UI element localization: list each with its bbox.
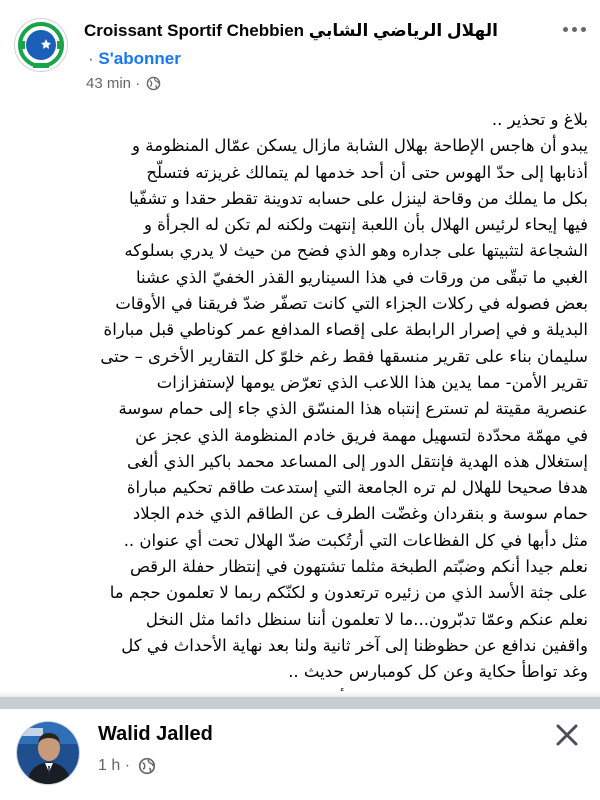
post-line: وغد تواطأ حكاية وعن كل كومبارس حديث .. xyxy=(288,662,588,682)
globe-icon xyxy=(138,757,156,775)
comment-header xyxy=(0,709,600,800)
globe-icon xyxy=(146,76,161,91)
more-options-icon[interactable] xyxy=(556,15,592,43)
subscribe-row xyxy=(88,49,181,69)
post-line: الغبي ما تبقّى من ورقات في هذا السيناريو القذر الخفيّ الذي عشنا xyxy=(135,267,588,287)
comment-avatar[interactable] xyxy=(16,721,80,785)
post-meta xyxy=(86,75,161,92)
page-avatar[interactable] xyxy=(14,18,68,72)
post-line: نعلم جيدا أنكم وضبّتم الطبخة مثلما تشتهون في إنتظار حفلة الرقص xyxy=(129,557,588,577)
post-line: بكل ما يملك من وقاحة لينزل على حسابه تدوينة تقطر حقدا و تشفّيا xyxy=(129,188,588,208)
post-line: نعلم عنكم وعمّا تدبّرون...ما لا تعلمون أننا سنظل دائما مثل النخل xyxy=(145,609,588,629)
post-line: يبدو أن هاجس الإطاحة بهلال الشابة مازال يسكن عمّال المنظومة و xyxy=(132,136,588,156)
post-header xyxy=(0,0,600,100)
post-line: بعض فصوله في ركلات الجزاء التي كانت تصفّر ضدّ فريقنا في الأوقات xyxy=(115,294,588,314)
separator-dot: · xyxy=(88,49,94,68)
post-line: الشجاعة لتثبيتها على جداره وهو الذي فضح من حيث لا يدري بسلوكه xyxy=(124,241,588,261)
post-line: البديلة و في إصرار الرابطة على إقصاء المدافع عمر كوناطي قبل مباراة xyxy=(103,320,588,340)
post-line: على جثة الأسد الذي من زئيره ترتعدون و لكنّكم ربما لا تعلمون حجم ما xyxy=(109,583,588,603)
post-line: عنصرية مقيتة لم تسترع إنتباه هذا المنسّق الذي جاء إلى حمام سوسة xyxy=(118,399,588,419)
close-icon[interactable] xyxy=(553,721,581,749)
section-divider xyxy=(0,697,600,709)
comment-author[interactable]: Walid Jalled xyxy=(98,723,213,745)
post-line: تقرير الأمن- مما يدين هذا اللاعب الذي تعرّض يومها لإستفزازات xyxy=(156,372,588,392)
post-line: بلاغ و تحذير .. xyxy=(491,110,588,129)
post-line: هدفا صحيحا للهلال لم تره الجامعة التي إستدعت طاقم تحكيم مباراة xyxy=(126,478,588,498)
post-line: فيها إيحاء لرئيس الهلال بأن اللعبة إنتهت ولكنه لم تكن له الجرأة و xyxy=(143,215,588,235)
post-line: سليمان بناء على تقرير منسقها فقط رغم خلوّ كل التقارير الأخرى – حتى xyxy=(100,346,588,366)
post-line: حمام سوسة و بنقردان وغضّت الطرف عن الطاقم الذي خدم الجلاد xyxy=(132,504,588,524)
post-line: واقفين ندافع عن حظوظنا إلى آخر ثانية ولنا بعد نهاية الأحداث في كل xyxy=(121,635,588,655)
more-dot xyxy=(572,27,577,32)
person-photo xyxy=(17,722,79,784)
post-line: إستغلال هذه الهدية فإنتقل الدور إلى المساعد محمد باكير الذي ألغى xyxy=(126,451,588,471)
post-line: أذنابها إلى حدّ الهوس حتى أن أحد خدمها لم يتمالك غريزته فتسلّح xyxy=(146,162,588,182)
more-dot xyxy=(563,27,568,32)
comment-time[interactable]: 1 h · xyxy=(98,757,131,774)
post-body xyxy=(6,107,588,712)
subscribe-button[interactable]: S'abonner xyxy=(98,49,181,68)
club-logo xyxy=(15,19,67,71)
post-line: مثل دأبها في كل الفظاعات التي أرتُكبت ضدّ الهلال تحت أي عنوان .. xyxy=(123,530,588,550)
page-name[interactable]: Croissant Sportif Chebbien الهلال الرياضي الشابي xyxy=(84,21,498,40)
post-time[interactable]: 43 min · xyxy=(86,75,141,92)
comment-meta xyxy=(98,757,156,775)
more-dot xyxy=(581,27,586,32)
post-line: في مهمّة محدّدة لتسهيل مهمة فريق خادم المنظومة الذي عجز عن xyxy=(135,425,588,445)
